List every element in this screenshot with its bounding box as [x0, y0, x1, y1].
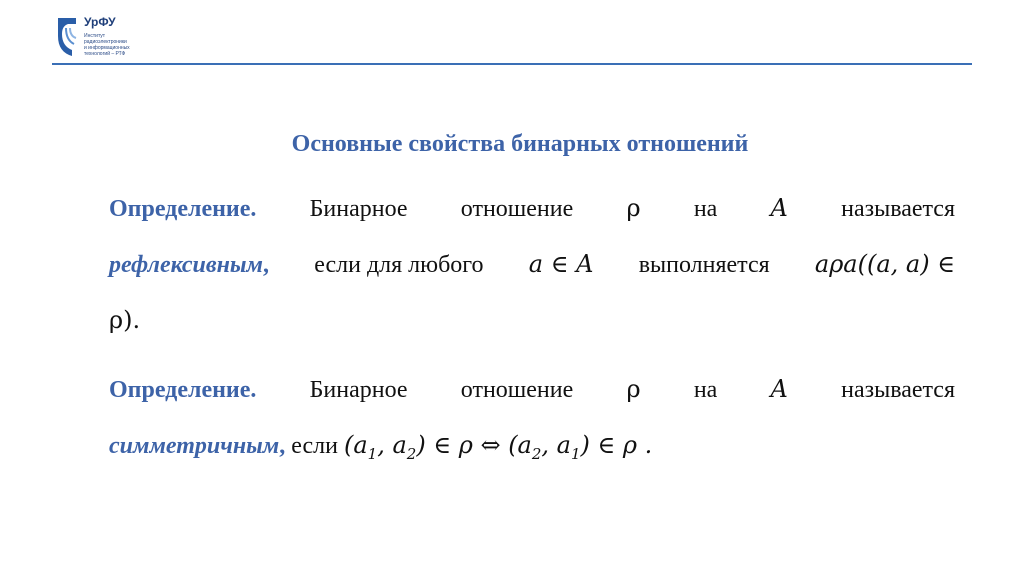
definition-line — [109, 361, 955, 417]
urfu-logo-icon — [56, 16, 78, 58]
text-word: на — [693, 377, 718, 403]
text-word: Бинарное — [309, 377, 408, 403]
definition-line — [109, 417, 955, 473]
header — [0, 0, 1024, 66]
term-comma: , — [279, 433, 286, 459]
set-symbol: A — [770, 375, 788, 403]
text-word: называется — [841, 196, 955, 222]
math-subscript: 1 — [367, 444, 378, 463]
slide-title: Основные свойства бинарных отношений — [291, 131, 749, 157]
text-word: если — [291, 433, 338, 459]
term-symmetric: симметричным — [109, 433, 280, 459]
math-subscript: 1 — [571, 444, 581, 463]
math-part: ) ∈ ρ ⇔ (a — [416, 431, 532, 459]
text-phrase: если для любого — [314, 252, 484, 278]
definition-line — [109, 236, 955, 292]
text-word: Бинарное — [309, 196, 408, 222]
definition-line — [109, 180, 955, 236]
definition-symmetric — [109, 361, 955, 473]
text-word: называется — [841, 377, 955, 403]
math-subscript: 2 — [406, 444, 417, 463]
definition-line — [109, 292, 955, 348]
logo-subtitle-line: технологий – РТФ — [84, 51, 126, 57]
logo-title: УрФУ — [84, 15, 116, 29]
set-symbol: A — [770, 194, 788, 222]
math-part: , a — [377, 431, 407, 459]
term-comma: , — [263, 252, 269, 278]
text-word: на — [693, 196, 718, 222]
math-expression: aρa((a, a) ∈ — [814, 250, 955, 278]
rho-symbol: ρ — [626, 194, 641, 222]
definition-label: Определение. — [109, 196, 257, 222]
term-reflexive: рефлексивным — [109, 252, 263, 278]
math-subscript: 2 — [531, 444, 542, 463]
text-word: отношение — [460, 196, 574, 222]
logo-subtitle-line: и информационных — [84, 45, 130, 51]
rho-symbol: ρ — [626, 375, 641, 403]
math-part: (a — [343, 431, 368, 459]
definition-reflexive — [109, 180, 955, 348]
logo-subtitle-line: радиоэлектроники — [84, 39, 127, 45]
math-part: , a — [541, 431, 571, 459]
math-part: ) ∈ ρ . — [580, 431, 653, 459]
text-word: выполняется — [638, 252, 770, 278]
logo-subtitle-line: Институт — [84, 33, 106, 39]
logo-subtitle — [84, 33, 154, 57]
definition-label: Определение. — [109, 377, 257, 403]
math-expression: ρ). — [109, 306, 141, 334]
text-word: отношение — [460, 377, 574, 403]
header-divider — [52, 63, 972, 65]
math-expression: a ∈ A — [528, 250, 594, 278]
math-expression — [343, 431, 653, 463]
